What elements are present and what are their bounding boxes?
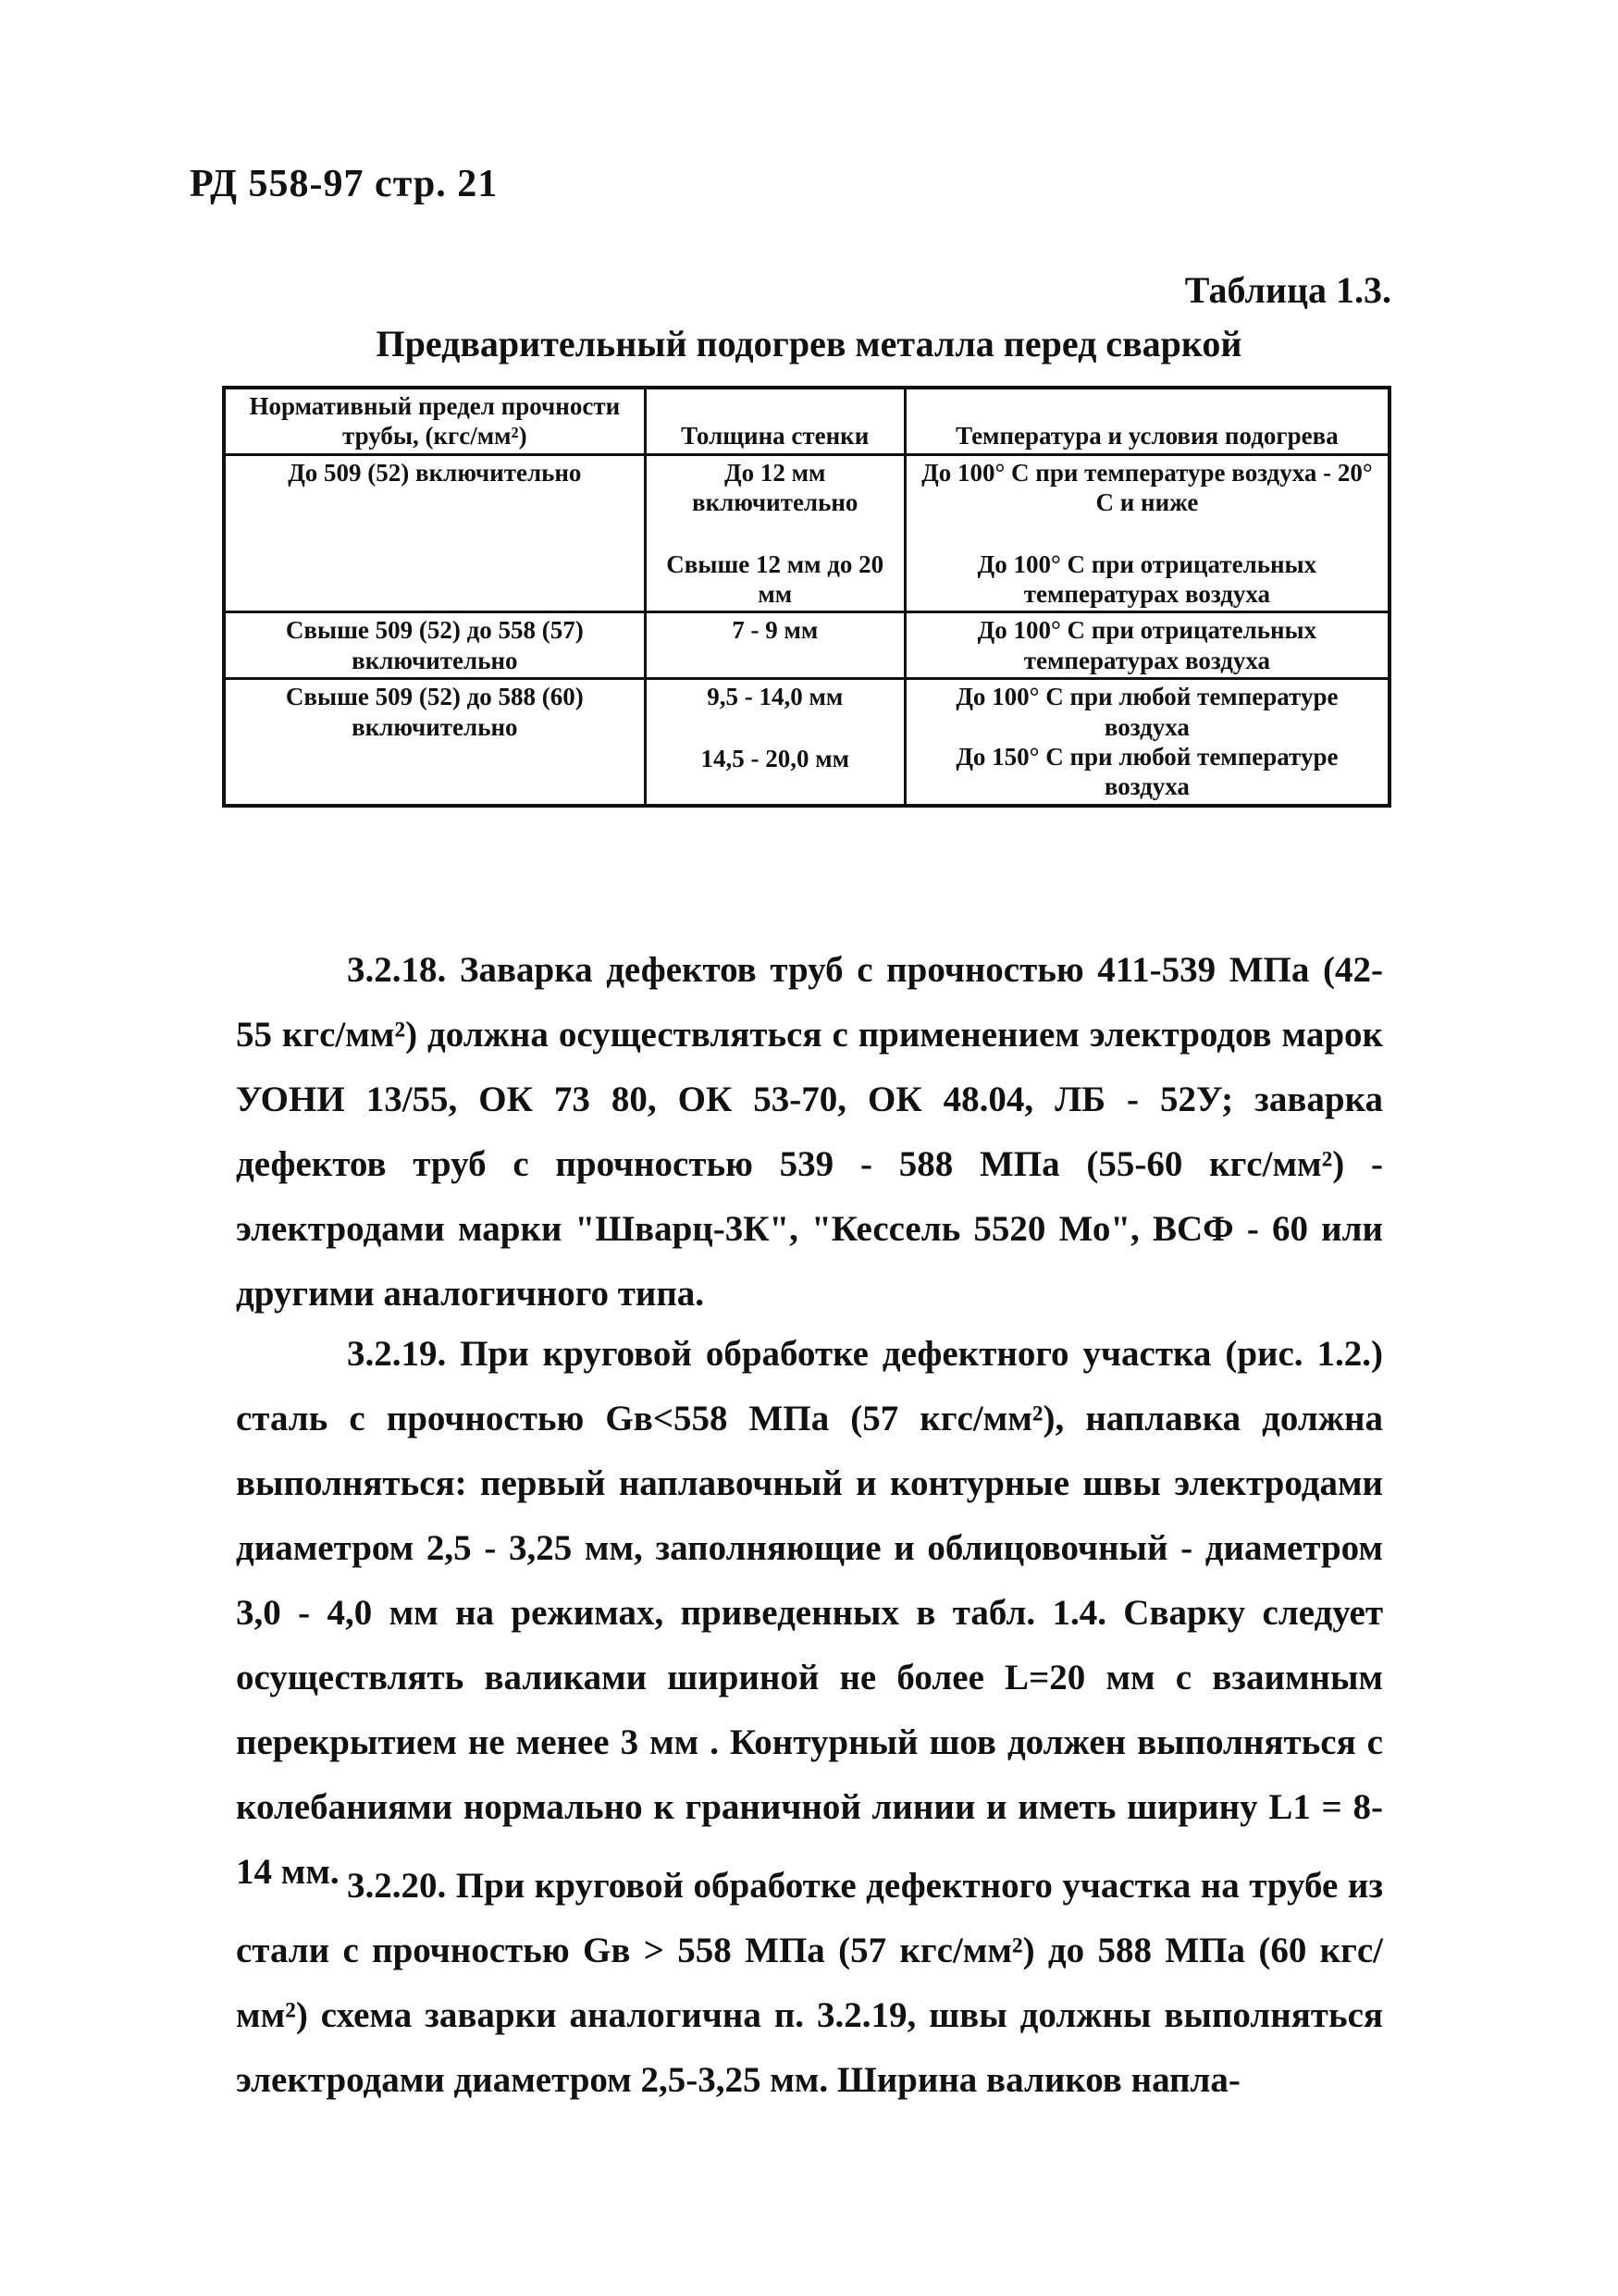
temperature-entry: До 100° С при любой температуре воздуха	[956, 683, 1339, 741]
wall-entry: 7 - 9 мм	[732, 616, 819, 645]
table-title: Предварительный подогрев металла перед сваркой	[376, 323, 1242, 364]
header-wall-thickness: Толщина стенки	[645, 388, 905, 454]
cell-wall	[645, 454, 905, 612]
table-row	[224, 679, 1390, 806]
cell-temperature	[905, 612, 1390, 679]
table-row	[224, 454, 1390, 612]
temperature-entry: До 100° С при отрицательных температурах воздуха	[977, 549, 1317, 608]
preheat-table	[222, 386, 1391, 808]
cell-temperature	[905, 454, 1390, 612]
paragraph-3-2-18: 3.2.18. Заварка дефектов труб с прочностью 411-539 МПа (42-55 кгс/мм²) должна осуществляться с применением электродов марок УОНИ 13/55, ОК 73 80, ОК 53-70, ОК 48.04, ЛБ - 52У; заварка дефектов труб с прочностью 539 - 588 МПа (55-60 кгс/мм²) - электродами марки "Шварц-3К", "Кессель 5520 Мо", ВСФ - 60 или другими аналогичного типа.	[236, 950, 1383, 1314]
table-row	[224, 612, 1390, 679]
table-header-row	[224, 388, 1390, 454]
wall-entry: 14,5 - 20,0 мм	[700, 744, 849, 772]
wall-entry: Свыше 12 мм до 20 мм	[666, 549, 884, 608]
temperature-entry: До 150° С при любой температуре воздуха	[956, 742, 1339, 801]
cell-strength: Свыше 509 (52) до 588 (60) включительно	[224, 679, 645, 806]
cell-strength: До 509 (52) включительно	[224, 454, 645, 612]
cell-strength: Свыше 509 (52) до 558 (57) включительно	[224, 612, 645, 679]
cell-wall	[645, 679, 905, 806]
temperature-entry: До 100° С при отрицательных температурах воздуха	[977, 616, 1317, 674]
header-strength: Нормативный предел прочности трубы, (кгс/мм²)	[224, 388, 645, 454]
cell-wall	[645, 612, 905, 679]
paragraph-3-2-19: 3.2.19. При круговой обработке дефектного участка (рис. 1.2.) сталь с прочностью Gв<558 МПа (57 кгс/мм²), наплавка должна выполняться: первый наплавочный и контурные швы электродами диаметром 2,5 - 3,25 мм, заполняющие и облицовочный - диаметром 3,0 - 4,0 мм на режимах, приведенных в табл. 1.4. Сварку следует осуществлять валиками шириной не более L=20 мм с взаимным перекрытием не менее 3 мм . Контурный шов должен выполняться с колебаниями нормально к граничной линии и иметь ширину L1 = 8-14 мм.	[236, 1334, 1383, 1892]
wall-entry: До 12 мм включительно	[692, 458, 858, 517]
temperature-entry: До 100° С при температуре воздуха - 20° С и ниже	[921, 458, 1373, 517]
cell-temperature	[905, 679, 1390, 806]
header-temperature: Температура и условия подогрева	[905, 388, 1390, 454]
wall-entry: 9,5 - 14,0 мм	[707, 683, 844, 711]
table-number: Таблица 1.3.	[1184, 269, 1391, 311]
paragraph-3-2-20: 3.2.20. При круговой обработке дефектного участка на трубе из стали с прочностью Gв > 558 МПа (57 кгс/мм²) до 588 МПа (60 кгс/мм²) схема заварки аналогична п. 3.2.19, швы должны выполняться электродами диаметром 2,5-3,25 мм. Ширина валиков напла-	[236, 1866, 1383, 2100]
page-header: РД 558-97 стр. 21	[190, 163, 499, 205]
